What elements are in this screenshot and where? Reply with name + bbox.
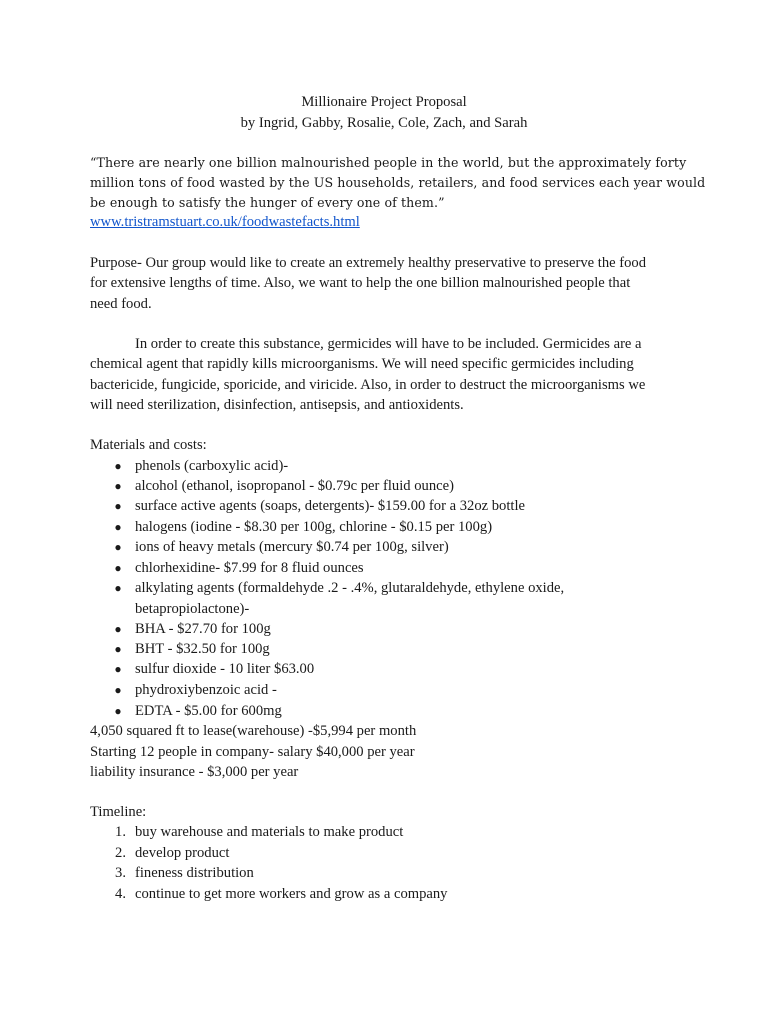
quote-line: million tons of food wasted by the US households, retailers, and food services each year would (90, 175, 706, 190)
purpose-line: Purpose- Our group would like to create an extremely healthy preservative to preserve the food (90, 255, 646, 271)
bullet-icon: ● (114, 499, 122, 513)
bullet-icon: ● (114, 520, 122, 534)
timeline-item-text: buy warehouse and materials to make product (135, 824, 404, 840)
timeline-item-text: fineness distribution (135, 865, 254, 881)
timeline-item-number: 1. (115, 824, 126, 840)
cost-line: Starting 12 people in company- salary $40,000 per year (90, 744, 415, 760)
bullet-icon: ● (114, 540, 122, 554)
timeline-item-number: 2. (115, 845, 126, 861)
timeline-item-text: continue to get more workers and grow as a company (135, 886, 448, 902)
list-item-text: BHA - $27.70 for 100g (135, 621, 271, 637)
materials-heading: Materials and costs: (90, 437, 207, 453)
paragraph-line: In order to create this substance, germicides will have to be included. Germicides are a (135, 336, 642, 352)
list-item-text: alcohol (ethanol, isopropanol - $0.79c per fluid ounce) (135, 478, 454, 494)
bullet-icon: ● (114, 581, 122, 595)
list-item-text: halogens (iodine - $8.30 per 100g, chlorine - $0.15 per 100g) (135, 519, 493, 535)
timeline-heading: Timeline: (90, 804, 147, 820)
list-item-text: phenols (carboxylic acid)- (135, 458, 289, 474)
document-authors: by Ingrid, Gabby, Rosalie, Cole, Zach, and Sarah (240, 115, 528, 131)
list-item-text: surface active agents (soaps, detergents)- $159.00 for a 32oz bottle (135, 498, 525, 514)
list-item-text: phydroxiybenzoic acid - (135, 682, 277, 698)
quote-line: “There are nearly one billion malnourished people in the world, but the approximately forty (90, 155, 687, 170)
paragraph-line: chemical agent that rapidly kills microorganisms. We will need specific germicides including (90, 356, 634, 372)
list-item-text: EDTA - $5.00 for 600mg (135, 703, 282, 719)
paragraph-line: bactericide, fungicide, sporicide, and viricide. Also, in order to destruct the microorganisms we (90, 377, 646, 393)
bullet-icon: ● (114, 622, 122, 636)
source-link[interactable]: www.tristramstuart.co.uk/foodwastefacts.html (90, 214, 360, 230)
purpose-line: for extensive lengths of time. Also, we want to help the one billion malnourished people that (90, 275, 631, 291)
quote-line: be enough to satisfy the hunger of every one of them.” (90, 195, 445, 210)
cost-line: liability insurance - $3,000 per year (90, 764, 299, 780)
document-title: Millionaire Project Proposal (301, 94, 467, 110)
timeline-item-number: 4. (115, 886, 126, 902)
paragraph-line: will need sterilization, disinfection, antisepsis, and antioxidents. (90, 397, 464, 413)
list-item-text: alkylating agents (formaldehyde .2 - .4%, glutaraldehyde, ethylene oxide, (135, 580, 565, 596)
list-item-text: ions of heavy metals (mercury $0.74 per 100g, silver) (135, 539, 449, 555)
bullet-icon: ● (114, 662, 122, 676)
timeline-item-text: develop product (135, 845, 230, 861)
bullet-icon: ● (114, 479, 122, 493)
purpose-line: need food. (90, 296, 152, 312)
list-item-text: BHT - $32.50 for 100g (135, 641, 270, 657)
list-item-text: chlorhexidine- $7.99 for 8 fluid ounces (135, 560, 364, 576)
bullet-icon: ● (114, 561, 122, 575)
timeline-item-number: 3. (115, 865, 126, 881)
bullet-icon: ● (114, 642, 122, 656)
list-item-text: betapropiolactone)- (135, 601, 250, 617)
list-item-text: sulfur dioxide - 10 liter $63.00 (135, 661, 315, 677)
cost-line: 4,050 squared ft to lease(warehouse) -$5,994 per month (90, 723, 417, 739)
bullet-icon: ● (114, 459, 122, 473)
bullet-icon: ● (114, 704, 122, 718)
bullet-icon: ● (114, 683, 122, 697)
